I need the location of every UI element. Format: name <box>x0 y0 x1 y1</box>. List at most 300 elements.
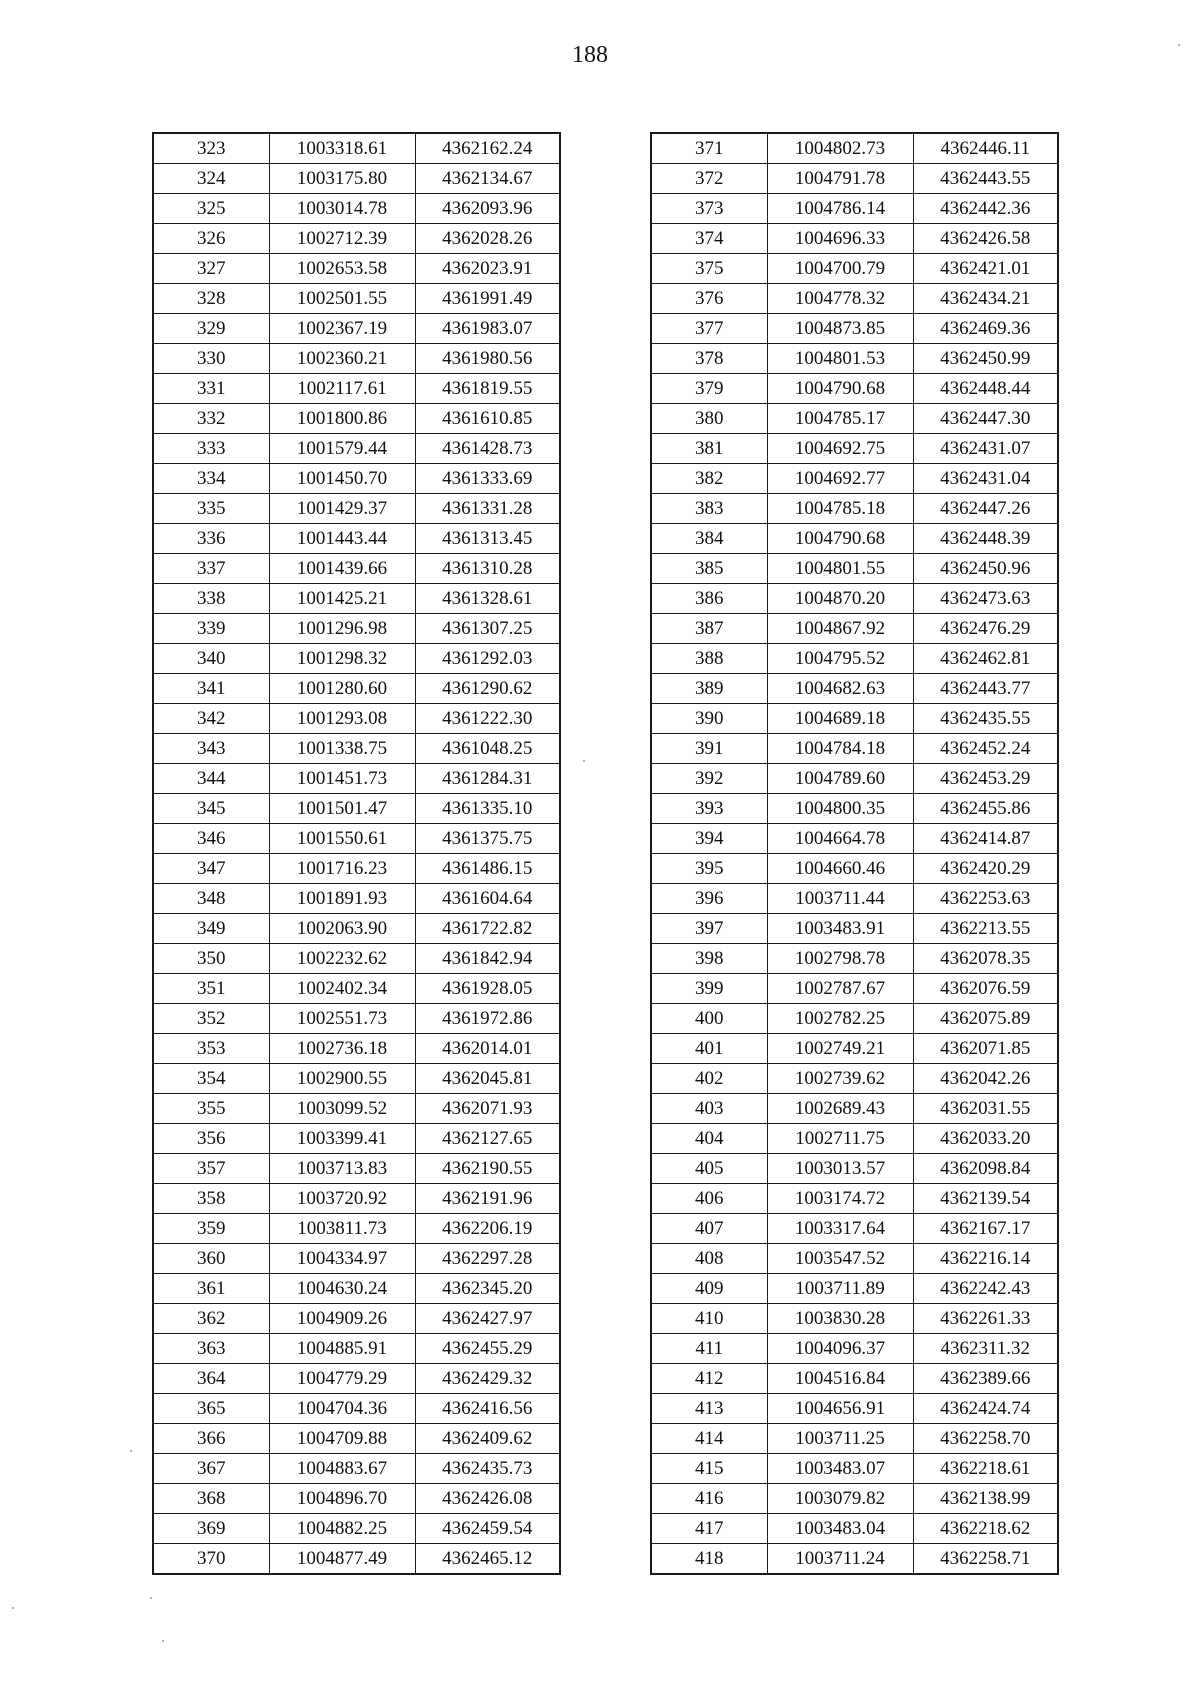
point-number-cell: 357 <box>153 1154 269 1184</box>
point-number-cell: 363 <box>153 1334 269 1364</box>
x-coordinate-cell: 1002367.19 <box>269 314 415 344</box>
y-coordinate-cell: 4362473.63 <box>913 584 1058 614</box>
x-coordinate-cell: 1002689.43 <box>767 1094 913 1124</box>
y-coordinate-cell: 4361980.56 <box>415 344 560 374</box>
table-row <box>153 284 560 314</box>
x-coordinate-cell: 1004791.78 <box>767 164 913 194</box>
y-coordinate-cell: 4362127.65 <box>415 1124 560 1154</box>
x-coordinate-cell: 1004334.97 <box>269 1244 415 1274</box>
point-number-cell: 410 <box>651 1304 767 1334</box>
y-coordinate-cell: 4361722.82 <box>415 914 560 944</box>
y-coordinate-cell: 4362311.32 <box>913 1334 1058 1364</box>
table-row <box>153 1274 560 1304</box>
y-coordinate-cell: 4362429.32 <box>415 1364 560 1394</box>
table-row <box>153 1484 560 1514</box>
y-coordinate-cell: 4362434.21 <box>913 284 1058 314</box>
point-number-cell: 385 <box>651 554 767 584</box>
y-coordinate-cell: 4362042.26 <box>913 1064 1058 1094</box>
y-coordinate-cell: 4361328.61 <box>415 584 560 614</box>
y-coordinate-cell: 4362469.36 <box>913 314 1058 344</box>
y-coordinate-cell: 4362409.62 <box>415 1424 560 1454</box>
y-coordinate-cell: 4362452.24 <box>913 734 1058 764</box>
y-coordinate-cell: 4362031.55 <box>913 1094 1058 1124</box>
scan-speck <box>162 1640 164 1642</box>
y-coordinate-cell: 4361610.85 <box>415 404 560 434</box>
point-number-cell: 407 <box>651 1214 767 1244</box>
x-coordinate-cell: 1003317.64 <box>767 1214 913 1244</box>
point-number-cell: 333 <box>153 434 269 464</box>
table-row <box>153 1364 560 1394</box>
x-coordinate-cell: 1004870.20 <box>767 584 913 614</box>
point-number-cell: 370 <box>153 1544 269 1575</box>
x-coordinate-cell: 1003720.92 <box>269 1184 415 1214</box>
x-coordinate-cell: 1002900.55 <box>269 1064 415 1094</box>
y-coordinate-cell: 4362139.54 <box>913 1184 1058 1214</box>
y-coordinate-cell: 4361307.25 <box>415 614 560 644</box>
x-coordinate-cell: 1004882.25 <box>269 1514 415 1544</box>
y-coordinate-cell: 4362426.08 <box>415 1484 560 1514</box>
point-number-cell: 346 <box>153 824 269 854</box>
point-number-cell: 382 <box>651 464 767 494</box>
x-coordinate-cell: 1004896.70 <box>269 1484 415 1514</box>
x-coordinate-cell: 1004778.32 <box>767 284 913 314</box>
x-coordinate-cell: 1001298.32 <box>269 644 415 674</box>
x-coordinate-cell: 1002501.55 <box>269 284 415 314</box>
x-coordinate-cell: 1004660.46 <box>767 854 913 884</box>
x-coordinate-cell: 1003099.52 <box>269 1094 415 1124</box>
y-coordinate-cell: 4362045.81 <box>415 1064 560 1094</box>
x-coordinate-cell: 1004664.78 <box>767 824 913 854</box>
point-number-cell: 330 <box>153 344 269 374</box>
table-row <box>153 254 560 284</box>
table-row <box>651 1454 1058 1484</box>
x-coordinate-cell: 1002739.62 <box>767 1064 913 1094</box>
table-row <box>651 764 1058 794</box>
point-number-cell: 324 <box>153 164 269 194</box>
y-coordinate-cell: 4362216.14 <box>913 1244 1058 1274</box>
point-number-cell: 417 <box>651 1514 767 1544</box>
point-number-cell: 352 <box>153 1004 269 1034</box>
point-number-cell: 416 <box>651 1484 767 1514</box>
table-row <box>651 1544 1058 1575</box>
y-coordinate-cell: 4362442.36 <box>913 194 1058 224</box>
y-coordinate-cell: 4362426.58 <box>913 224 1058 254</box>
x-coordinate-cell: 1002787.67 <box>767 974 913 1004</box>
point-number-cell: 388 <box>651 644 767 674</box>
x-coordinate-cell: 1002117.61 <box>269 374 415 404</box>
y-coordinate-cell: 4362138.99 <box>913 1484 1058 1514</box>
x-coordinate-cell: 1004873.85 <box>767 314 913 344</box>
x-coordinate-cell: 1003711.89 <box>767 1274 913 1304</box>
point-number-cell: 354 <box>153 1064 269 1094</box>
x-coordinate-cell: 1004801.53 <box>767 344 913 374</box>
table-row <box>153 644 560 674</box>
y-coordinate-cell: 4361310.28 <box>415 554 560 584</box>
table-row <box>651 374 1058 404</box>
y-coordinate-cell: 4362459.54 <box>415 1514 560 1544</box>
table-row <box>153 584 560 614</box>
point-number-cell: 359 <box>153 1214 269 1244</box>
table-row <box>651 584 1058 614</box>
y-coordinate-cell: 4362427.97 <box>415 1304 560 1334</box>
point-number-cell: 331 <box>153 374 269 404</box>
y-coordinate-cell: 4362242.43 <box>913 1274 1058 1304</box>
y-coordinate-cell: 4362431.07 <box>913 434 1058 464</box>
y-coordinate-cell: 4362450.99 <box>913 344 1058 374</box>
point-number-cell: 418 <box>651 1544 767 1575</box>
y-coordinate-cell: 4361331.28 <box>415 494 560 524</box>
x-coordinate-cell: 1003483.07 <box>767 1454 913 1484</box>
point-number-cell: 368 <box>153 1484 269 1514</box>
point-number-cell: 415 <box>651 1454 767 1484</box>
table-row <box>651 1094 1058 1124</box>
point-number-cell: 398 <box>651 944 767 974</box>
x-coordinate-cell: 1004877.49 <box>269 1544 415 1575</box>
y-coordinate-cell: 4361048.25 <box>415 734 560 764</box>
y-coordinate-cell: 4361428.73 <box>415 434 560 464</box>
table-row <box>153 1394 560 1424</box>
y-coordinate-cell: 4362465.12 <box>415 1544 560 1575</box>
table-row <box>153 824 560 854</box>
point-number-cell: 353 <box>153 1034 269 1064</box>
x-coordinate-cell: 1003013.57 <box>767 1154 913 1184</box>
x-coordinate-cell: 1003811.73 <box>269 1214 415 1244</box>
table-row <box>153 1304 560 1334</box>
x-coordinate-cell: 1003014.78 <box>269 194 415 224</box>
point-number-cell: 374 <box>651 224 767 254</box>
scan-speck <box>1178 44 1180 46</box>
x-coordinate-cell: 1004785.17 <box>767 404 913 434</box>
x-coordinate-cell: 1002782.25 <box>767 1004 913 1034</box>
table-row <box>651 824 1058 854</box>
point-number-cell: 356 <box>153 1124 269 1154</box>
x-coordinate-cell: 1004885.91 <box>269 1334 415 1364</box>
scan-speck <box>583 760 585 762</box>
point-number-cell: 393 <box>651 794 767 824</box>
coordinate-table-left <box>152 132 561 1575</box>
table-row <box>651 1244 1058 1274</box>
table-row <box>153 914 560 944</box>
x-coordinate-cell: 1004784.18 <box>767 734 913 764</box>
page-number: 188 <box>572 42 608 68</box>
table-row <box>153 614 560 644</box>
x-coordinate-cell: 1004682.63 <box>767 674 913 704</box>
point-number-cell: 327 <box>153 254 269 284</box>
y-coordinate-cell: 4361290.62 <box>415 674 560 704</box>
x-coordinate-cell: 1004909.26 <box>269 1304 415 1334</box>
x-coordinate-cell: 1002749.21 <box>767 1034 913 1064</box>
y-coordinate-cell: 4362446.11 <box>913 133 1058 164</box>
table-row <box>651 974 1058 1004</box>
table-row <box>153 1094 560 1124</box>
point-number-cell: 377 <box>651 314 767 344</box>
table-body <box>651 133 1058 1574</box>
table-row <box>651 224 1058 254</box>
x-coordinate-cell: 1004692.75 <box>767 434 913 464</box>
y-coordinate-cell: 4362447.30 <box>913 404 1058 434</box>
y-coordinate-cell: 4362345.20 <box>415 1274 560 1304</box>
y-coordinate-cell: 4362435.55 <box>913 704 1058 734</box>
x-coordinate-cell: 1001296.98 <box>269 614 415 644</box>
point-number-cell: 328 <box>153 284 269 314</box>
point-number-cell: 340 <box>153 644 269 674</box>
table-row <box>153 974 560 1004</box>
y-coordinate-cell: 4362218.62 <box>913 1514 1058 1544</box>
x-coordinate-cell: 1003711.44 <box>767 884 913 914</box>
y-coordinate-cell: 4362447.26 <box>913 494 1058 524</box>
point-number-cell: 379 <box>651 374 767 404</box>
point-number-cell: 375 <box>651 254 767 284</box>
point-number-cell: 341 <box>153 674 269 704</box>
x-coordinate-cell: 1004709.88 <box>269 1424 415 1454</box>
y-coordinate-cell: 4362253.63 <box>913 884 1058 914</box>
table-row <box>651 1304 1058 1334</box>
table-row <box>651 644 1058 674</box>
x-coordinate-cell: 1004096.37 <box>767 1334 913 1364</box>
y-coordinate-cell: 4361335.10 <box>415 794 560 824</box>
y-coordinate-cell: 4362421.01 <box>913 254 1058 284</box>
x-coordinate-cell: 1004801.55 <box>767 554 913 584</box>
point-number-cell: 337 <box>153 554 269 584</box>
table-row <box>153 224 560 254</box>
y-coordinate-cell: 4362476.29 <box>913 614 1058 644</box>
point-number-cell: 373 <box>651 194 767 224</box>
y-coordinate-cell: 4362261.33 <box>913 1304 1058 1334</box>
y-coordinate-cell: 4362448.44 <box>913 374 1058 404</box>
table-row <box>651 1154 1058 1184</box>
x-coordinate-cell: 1001443.44 <box>269 524 415 554</box>
table-row <box>651 1004 1058 1034</box>
y-coordinate-cell: 4362455.86 <box>913 794 1058 824</box>
table-row <box>153 1334 560 1364</box>
y-coordinate-cell: 4362098.84 <box>913 1154 1058 1184</box>
x-coordinate-cell: 1004779.29 <box>269 1364 415 1394</box>
point-number-cell: 397 <box>651 914 767 944</box>
point-number-cell: 355 <box>153 1094 269 1124</box>
y-coordinate-cell: 4362453.29 <box>913 764 1058 794</box>
point-number-cell: 396 <box>651 884 767 914</box>
table-row <box>153 194 560 224</box>
y-coordinate-cell: 4361819.55 <box>415 374 560 404</box>
x-coordinate-cell: 1001293.08 <box>269 704 415 734</box>
x-coordinate-cell: 1003711.25 <box>767 1424 913 1454</box>
table-row <box>153 1424 560 1454</box>
table-row <box>651 554 1058 584</box>
y-coordinate-cell: 4362431.04 <box>913 464 1058 494</box>
point-number-cell: 358 <box>153 1184 269 1214</box>
y-coordinate-cell: 4362455.29 <box>415 1334 560 1364</box>
table-row <box>153 494 560 524</box>
table-row <box>153 854 560 884</box>
point-number-cell: 367 <box>153 1454 269 1484</box>
table-row <box>153 164 560 194</box>
table-row <box>651 464 1058 494</box>
table-row <box>651 944 1058 974</box>
table-row <box>153 1124 560 1154</box>
table-row <box>153 944 560 974</box>
y-coordinate-cell: 4361292.03 <box>415 644 560 674</box>
x-coordinate-cell: 1004786.14 <box>767 194 913 224</box>
y-coordinate-cell: 4361313.45 <box>415 524 560 554</box>
table-row <box>153 133 560 164</box>
point-number-cell: 409 <box>651 1274 767 1304</box>
table-body <box>153 133 560 1574</box>
point-number-cell: 348 <box>153 884 269 914</box>
table-row <box>153 524 560 554</box>
point-number-cell: 360 <box>153 1244 269 1274</box>
x-coordinate-cell: 1003174.72 <box>767 1184 913 1214</box>
y-coordinate-cell: 4362443.55 <box>913 164 1058 194</box>
point-number-cell: 411 <box>651 1334 767 1364</box>
table-row <box>153 1064 560 1094</box>
y-coordinate-cell: 4362191.96 <box>415 1184 560 1214</box>
table-row <box>651 1214 1058 1244</box>
table-row <box>153 464 560 494</box>
table-row <box>153 554 560 584</box>
point-number-cell: 347 <box>153 854 269 884</box>
table-row <box>651 1034 1058 1064</box>
x-coordinate-cell: 1003483.04 <box>767 1514 913 1544</box>
table-row <box>153 404 560 434</box>
y-coordinate-cell: 4362448.39 <box>913 524 1058 554</box>
table-row <box>651 734 1058 764</box>
x-coordinate-cell: 1004696.33 <box>767 224 913 254</box>
point-number-cell: 413 <box>651 1394 767 1424</box>
y-coordinate-cell: 4361842.94 <box>415 944 560 974</box>
x-coordinate-cell: 1002736.18 <box>269 1034 415 1064</box>
point-number-cell: 378 <box>651 344 767 374</box>
y-coordinate-cell: 4362450.96 <box>913 554 1058 584</box>
x-coordinate-cell: 1004704.36 <box>269 1394 415 1424</box>
y-coordinate-cell: 4362023.91 <box>415 254 560 284</box>
table-row <box>153 1514 560 1544</box>
x-coordinate-cell: 1003079.82 <box>767 1484 913 1514</box>
point-number-cell: 345 <box>153 794 269 824</box>
x-coordinate-cell: 1003547.52 <box>767 1244 913 1274</box>
table-row <box>153 794 560 824</box>
scan-speck <box>12 1607 14 1609</box>
point-number-cell: 371 <box>651 133 767 164</box>
x-coordinate-cell: 1001451.73 <box>269 764 415 794</box>
point-number-cell: 325 <box>153 194 269 224</box>
x-coordinate-cell: 1004789.60 <box>767 764 913 794</box>
table-row <box>651 854 1058 884</box>
y-coordinate-cell: 4361375.75 <box>415 824 560 854</box>
x-coordinate-cell: 1002712.39 <box>269 224 415 254</box>
x-coordinate-cell: 1004692.77 <box>767 464 913 494</box>
table-row <box>651 884 1058 914</box>
table-row <box>651 674 1058 704</box>
table-row <box>153 734 560 764</box>
table-row <box>153 1004 560 1034</box>
table-row <box>651 1274 1058 1304</box>
y-coordinate-cell: 4362033.20 <box>913 1124 1058 1154</box>
table-row <box>651 194 1058 224</box>
point-number-cell: 403 <box>651 1094 767 1124</box>
y-coordinate-cell: 4361972.86 <box>415 1004 560 1034</box>
x-coordinate-cell: 1001891.93 <box>269 884 415 914</box>
table-row <box>651 794 1058 824</box>
point-number-cell: 402 <box>651 1064 767 1094</box>
table-row <box>651 164 1058 194</box>
point-number-cell: 334 <box>153 464 269 494</box>
x-coordinate-cell: 1002653.58 <box>269 254 415 284</box>
x-coordinate-cell: 1003711.24 <box>767 1544 913 1575</box>
point-number-cell: 405 <box>651 1154 767 1184</box>
point-number-cell: 400 <box>651 1004 767 1034</box>
point-number-cell: 351 <box>153 974 269 1004</box>
point-number-cell: 380 <box>651 404 767 434</box>
x-coordinate-cell: 1001800.86 <box>269 404 415 434</box>
point-number-cell: 408 <box>651 1244 767 1274</box>
y-coordinate-cell: 4362093.96 <box>415 194 560 224</box>
x-coordinate-cell: 1001439.66 <box>269 554 415 584</box>
y-coordinate-cell: 4362297.28 <box>415 1244 560 1274</box>
table-row <box>651 1394 1058 1424</box>
scan-speck <box>150 1597 152 1599</box>
y-coordinate-cell: 4362075.89 <box>913 1004 1058 1034</box>
table-row <box>153 1544 560 1575</box>
y-coordinate-cell: 4362443.77 <box>913 674 1058 704</box>
point-number-cell: 394 <box>651 824 767 854</box>
y-coordinate-cell: 4362071.93 <box>415 1094 560 1124</box>
table-row <box>153 764 560 794</box>
x-coordinate-cell: 1004802.73 <box>767 133 913 164</box>
point-number-cell: 406 <box>651 1184 767 1214</box>
x-coordinate-cell: 1002402.34 <box>269 974 415 1004</box>
x-coordinate-cell: 1001716.23 <box>269 854 415 884</box>
table-row <box>651 494 1058 524</box>
x-coordinate-cell: 1004785.18 <box>767 494 913 524</box>
x-coordinate-cell: 1001425.21 <box>269 584 415 614</box>
table-row <box>651 1514 1058 1544</box>
x-coordinate-cell: 1004790.68 <box>767 374 913 404</box>
point-number-cell: 332 <box>153 404 269 434</box>
point-number-cell: 323 <box>153 133 269 164</box>
table-row <box>651 1424 1058 1454</box>
y-coordinate-cell: 4362414.87 <box>913 824 1058 854</box>
table-row <box>153 1244 560 1274</box>
x-coordinate-cell: 1001338.75 <box>269 734 415 764</box>
point-number-cell: 343 <box>153 734 269 764</box>
y-coordinate-cell: 4362424.74 <box>913 1394 1058 1424</box>
y-coordinate-cell: 4362076.59 <box>913 974 1058 1004</box>
table-row <box>651 1124 1058 1154</box>
y-coordinate-cell: 4361983.07 <box>415 314 560 344</box>
point-number-cell: 399 <box>651 974 767 1004</box>
point-number-cell: 365 <box>153 1394 269 1424</box>
y-coordinate-cell: 4362078.35 <box>913 944 1058 974</box>
x-coordinate-cell: 1001280.60 <box>269 674 415 704</box>
point-number-cell: 383 <box>651 494 767 524</box>
x-coordinate-cell: 1001429.37 <box>269 494 415 524</box>
table-row <box>153 1154 560 1184</box>
point-number-cell: 344 <box>153 764 269 794</box>
y-coordinate-cell: 4362134.67 <box>415 164 560 194</box>
point-number-cell: 389 <box>651 674 767 704</box>
point-number-cell: 339 <box>153 614 269 644</box>
x-coordinate-cell: 1002711.75 <box>767 1124 913 1154</box>
y-coordinate-cell: 4362389.66 <box>913 1364 1058 1394</box>
point-number-cell: 412 <box>651 1364 767 1394</box>
point-number-cell: 414 <box>651 1424 767 1454</box>
point-number-cell: 372 <box>651 164 767 194</box>
table-row <box>153 1214 560 1244</box>
x-coordinate-cell: 1004700.79 <box>767 254 913 284</box>
point-number-cell: 364 <box>153 1364 269 1394</box>
table-row <box>651 1334 1058 1364</box>
table-row <box>651 914 1058 944</box>
